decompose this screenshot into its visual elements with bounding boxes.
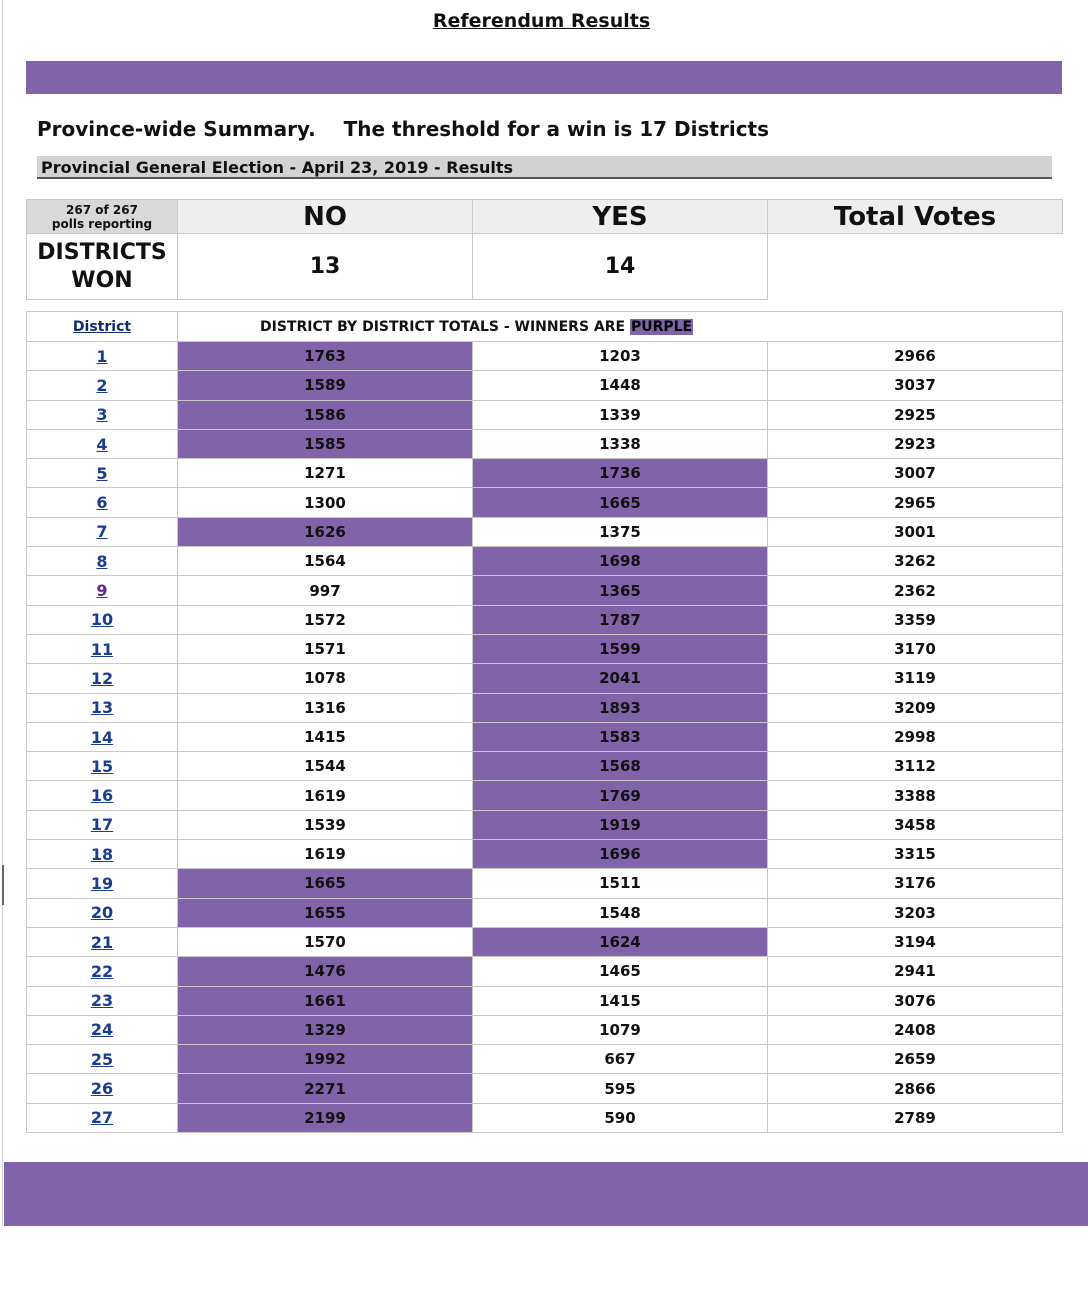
district-link[interactable]: 4 (96, 434, 108, 454)
district-number-cell (27, 576, 178, 605)
district-number-cell (27, 1103, 178, 1132)
yes-votes-cell: 1079 (473, 1015, 768, 1044)
district-number-cell (27, 1074, 178, 1103)
district-totals-header-text: DISTRICT BY DISTRICT TOTALS - WINNERS ARE (260, 318, 630, 335)
total-votes-cell: 3203 (768, 898, 1063, 927)
total-votes-cell: 3037 (768, 371, 1063, 400)
yes-votes-cell: 1465 (473, 957, 768, 986)
district-row (27, 429, 1063, 458)
yes-votes-cell: 1698 (473, 547, 768, 576)
district-row (27, 488, 1063, 517)
total-votes-cell: 3388 (768, 781, 1063, 810)
purple-legend-tag: PURPLE (630, 318, 693, 335)
districts-won-label-line2: WON (71, 267, 133, 293)
district-row (27, 898, 1063, 927)
no-votes-cell: 2199 (178, 1103, 473, 1132)
total-votes-cell: 3112 (768, 752, 1063, 781)
no-votes-cell: 1619 (178, 781, 473, 810)
total-votes-cell: 3001 (768, 517, 1063, 546)
district-number-cell (27, 810, 178, 839)
district-totals-header (178, 312, 1063, 342)
no-votes-cell: 1316 (178, 693, 473, 722)
bottom-banner-bar (4, 1162, 1088, 1226)
district-row (27, 810, 1063, 839)
districts-won-label (27, 234, 178, 300)
yes-votes-cell: 1583 (473, 722, 768, 751)
yes-votes-cell: 595 (473, 1074, 768, 1103)
yes-votes-cell: 1787 (473, 605, 768, 634)
district-link[interactable]: 22 (90, 961, 114, 981)
yes-votes-cell: 1375 (473, 517, 768, 546)
yes-votes-cell: 1511 (473, 869, 768, 898)
district-link[interactable]: 24 (90, 1020, 114, 1040)
district-number-cell (27, 927, 178, 956)
no-votes-cell: 1415 (178, 722, 473, 751)
district-row (27, 986, 1063, 1015)
total-votes-cell: 2408 (768, 1015, 1063, 1044)
no-votes-cell: 1585 (178, 429, 473, 458)
district-row (27, 840, 1063, 869)
total-votes-cell: 3119 (768, 664, 1063, 693)
no-votes-cell: 1570 (178, 927, 473, 956)
yes-votes-cell: 1769 (473, 781, 768, 810)
district-link[interactable]: 5 (96, 463, 108, 483)
total-votes-cell: 3262 (768, 547, 1063, 576)
summary-table (26, 199, 1063, 300)
district-number-cell (27, 957, 178, 986)
no-votes-cell: 1564 (178, 547, 473, 576)
no-votes-cell: 1661 (178, 986, 473, 1015)
summary-header-row (27, 200, 1063, 234)
election-header-bar: Provincial General Election - April 23, 2019 - Results (37, 156, 1052, 179)
polls-reporting-label: polls reporting (51, 216, 153, 231)
district-number-cell (27, 517, 178, 546)
district-number-cell (27, 605, 178, 634)
district-column-header[interactable]: District (27, 312, 178, 342)
district-results-table (26, 311, 1063, 1133)
district-link[interactable]: 21 (90, 932, 114, 952)
total-votes-cell: 3176 (768, 869, 1063, 898)
district-row (27, 576, 1063, 605)
district-link[interactable]: 13 (90, 698, 114, 718)
district-link[interactable]: 3 (96, 405, 108, 425)
district-row (27, 517, 1063, 546)
district-row (27, 400, 1063, 429)
polls-reporting-cell (27, 200, 178, 234)
yes-votes-cell: 1736 (473, 459, 768, 488)
district-number-cell (27, 1045, 178, 1074)
no-votes-cell: 1586 (178, 400, 473, 429)
district-link[interactable]: 19 (90, 873, 114, 893)
district-link[interactable]: 16 (90, 786, 114, 806)
total-votes-column-header: Total Votes (768, 200, 1063, 234)
district-number-cell (27, 459, 178, 488)
no-votes-cell: 1571 (178, 634, 473, 663)
yes-votes-cell: 1338 (473, 429, 768, 458)
district-link[interactable]: 15 (90, 756, 114, 776)
no-votes-cell: 1665 (178, 869, 473, 898)
district-row (27, 722, 1063, 751)
no-votes-cell: 1300 (178, 488, 473, 517)
total-votes-cell: 3359 (768, 605, 1063, 634)
total-votes-cell: 2362 (768, 576, 1063, 605)
page-left-border (2, 0, 3, 1226)
district-number-cell (27, 898, 178, 927)
district-link[interactable]: 12 (90, 668, 114, 688)
district-row (27, 1045, 1063, 1074)
district-table-header-row (27, 312, 1063, 342)
yes-column-header: YES (473, 200, 768, 234)
district-link[interactable]: 7 (96, 522, 108, 542)
district-number-cell (27, 781, 178, 810)
total-votes-cell: 3170 (768, 634, 1063, 663)
yes-votes-cell: 1599 (473, 634, 768, 663)
district-row (27, 459, 1063, 488)
total-votes-cell: 2966 (768, 342, 1063, 371)
district-link[interactable]: 25 (90, 1049, 114, 1069)
yes-votes-cell: 1919 (473, 810, 768, 839)
district-link[interactable]: 6 (96, 493, 108, 513)
no-votes-cell: 1572 (178, 605, 473, 634)
district-link[interactable]: 11 (90, 639, 114, 659)
district-number-cell (27, 488, 178, 517)
total-votes-cell: 2998 (768, 722, 1063, 751)
district-number-cell (27, 752, 178, 781)
total-votes-cell: 2925 (768, 400, 1063, 429)
district-row (27, 1103, 1063, 1132)
no-votes-cell: 1619 (178, 840, 473, 869)
district-link[interactable]: 9 (96, 581, 108, 601)
district-link[interactable]: 23 (90, 991, 114, 1011)
district-row (27, 342, 1063, 371)
district-number-cell (27, 869, 178, 898)
district-link[interactable]: 1 (96, 346, 108, 366)
yes-votes-cell: 1665 (473, 488, 768, 517)
district-row (27, 752, 1063, 781)
no-votes-cell: 1271 (178, 459, 473, 488)
yes-votes-cell: 1696 (473, 840, 768, 869)
district-row (27, 1074, 1063, 1103)
district-number-cell (27, 986, 178, 1015)
district-link[interactable]: 8 (96, 551, 108, 571)
district-link[interactable]: 27 (90, 1108, 114, 1128)
page-left-marker (2, 865, 4, 905)
no-votes-cell: 1763 (178, 342, 473, 371)
total-votes-cell: 2659 (768, 1045, 1063, 1074)
total-votes-cell: 3458 (768, 810, 1063, 839)
yes-votes-cell: 667 (473, 1045, 768, 1074)
yes-votes-cell: 1893 (473, 693, 768, 722)
no-votes-cell: 1589 (178, 371, 473, 400)
district-link[interactable]: 14 (90, 727, 114, 747)
district-row (27, 371, 1063, 400)
district-link[interactable]: 10 (90, 610, 114, 630)
no-votes-cell: 1329 (178, 1015, 473, 1044)
province-summary-line: Province-wide Summary. The threshold for a win is 17 Districts (37, 117, 770, 141)
total-votes-cell: 2965 (768, 488, 1063, 517)
district-number-cell (27, 429, 178, 458)
yes-votes-cell: 1203 (473, 342, 768, 371)
no-votes-cell: 1626 (178, 517, 473, 546)
total-votes-cell: 3076 (768, 986, 1063, 1015)
district-row (27, 547, 1063, 576)
district-number-cell (27, 693, 178, 722)
district-number-cell (27, 634, 178, 663)
district-number-cell (27, 664, 178, 693)
districts-won-row (27, 234, 1063, 300)
district-number-cell (27, 722, 178, 751)
polls-reporting-count: 267 of 267 (66, 202, 138, 217)
yes-votes-cell: 590 (473, 1103, 768, 1132)
no-votes-cell: 1078 (178, 664, 473, 693)
district-number-cell (27, 1015, 178, 1044)
yes-districts-won: 14 (473, 234, 768, 300)
district-row (27, 927, 1063, 956)
total-votes-cell: 3209 (768, 693, 1063, 722)
total-votes-cell: 3194 (768, 927, 1063, 956)
district-number-cell (27, 547, 178, 576)
total-votes-cell: 2941 (768, 957, 1063, 986)
page-title: Referendum Results (432, 10, 651, 32)
district-number-cell (27, 371, 178, 400)
yes-votes-cell: 1339 (473, 400, 768, 429)
no-votes-cell: 1544 (178, 752, 473, 781)
yes-votes-cell: 2041 (473, 664, 768, 693)
district-row (27, 693, 1063, 722)
yes-votes-cell: 1448 (473, 371, 768, 400)
yes-votes-cell: 1365 (473, 576, 768, 605)
district-number-cell (27, 840, 178, 869)
no-districts-won: 13 (178, 234, 473, 300)
yes-votes-cell: 1415 (473, 986, 768, 1015)
district-row (27, 957, 1063, 986)
district-link[interactable]: 18 (90, 844, 114, 864)
district-number-cell (27, 400, 178, 429)
district-row (27, 1015, 1063, 1044)
district-row (27, 605, 1063, 634)
no-votes-cell: 1539 (178, 810, 473, 839)
no-column-header: NO (178, 200, 473, 234)
no-votes-cell: 997 (178, 576, 473, 605)
yes-votes-cell: 1624 (473, 927, 768, 956)
district-link[interactable]: 26 (90, 1079, 114, 1099)
top-banner-bar (26, 61, 1062, 94)
no-votes-cell: 1476 (178, 957, 473, 986)
total-votes-cell: 2866 (768, 1074, 1063, 1103)
total-votes-cell: 3007 (768, 459, 1063, 488)
districts-won-label-line1: DISTRICTS (37, 239, 167, 265)
no-votes-cell: 1992 (178, 1045, 473, 1074)
total-votes-cell: 3315 (768, 840, 1063, 869)
total-votes-cell: 2789 (768, 1103, 1063, 1132)
district-number-cell (27, 342, 178, 371)
district-link[interactable]: 20 (90, 903, 114, 923)
district-link[interactable]: 17 (90, 815, 114, 835)
district-link[interactable]: 2 (96, 375, 108, 395)
yes-votes-cell: 1548 (473, 898, 768, 927)
no-votes-cell: 2271 (178, 1074, 473, 1103)
total-votes-cell: 2923 (768, 429, 1063, 458)
district-row (27, 634, 1063, 663)
district-row (27, 664, 1063, 693)
no-votes-cell: 1655 (178, 898, 473, 927)
district-row (27, 781, 1063, 810)
district-row (27, 869, 1063, 898)
yes-votes-cell: 1568 (473, 752, 768, 781)
total-votes-empty-cell (768, 234, 1063, 300)
